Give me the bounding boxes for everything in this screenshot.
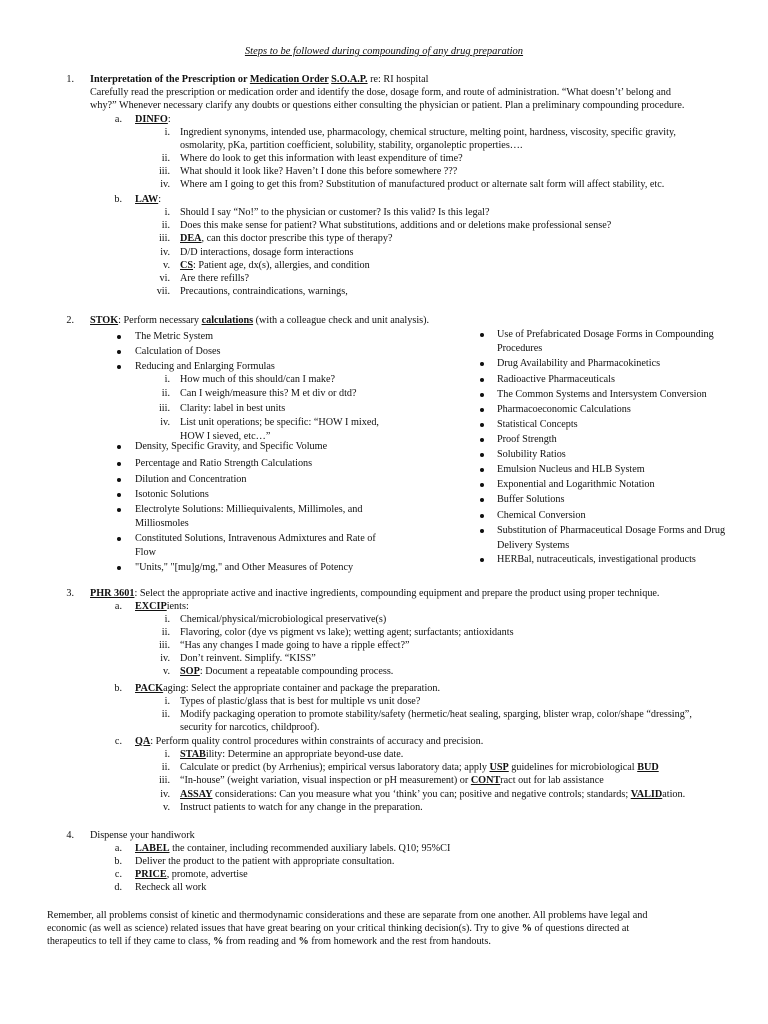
- heading-medication-order: Medication Order: [249, 74, 329, 85]
- section-1b-number: b.: [114, 194, 122, 205]
- bullet: [117, 566, 121, 570]
- list-number: vii.: [156, 286, 170, 298]
- bullet: [117, 478, 121, 482]
- bullet: [480, 362, 484, 366]
- list-letter: d.: [114, 882, 122, 893]
- item-text: , promote, advertise: [166, 869, 248, 880]
- item-text: Ingredient synonyms, intended use, pharmacology, chemical structure, melting point, hardness, viscosity, specific gravity,: [180, 127, 676, 138]
- list-item: [180, 788, 685, 801]
- item-text: Instruct patients to watch for any change in the preparation.: [180, 801, 423, 813]
- list-number: vi.: [159, 273, 170, 284]
- list-item: [180, 259, 370, 272]
- closing-text: therapeutics to tell if they came to class,: [47, 936, 214, 947]
- keyword: BUD: [637, 762, 659, 774]
- keyword: DEA: [180, 233, 202, 245]
- bullet: [117, 537, 121, 541]
- list-item: [135, 881, 206, 894]
- bullet-item: Emulsion Nucleus and HLB System: [497, 464, 645, 475]
- list-item: [180, 272, 249, 285]
- bullet: [117, 445, 121, 449]
- closing-text: economic (as well as science) related issues that have great bearing on your critical thinking decision(s). Try to give: [47, 923, 522, 934]
- list-number: ii.: [161, 220, 170, 232]
- list-item: [180, 695, 420, 708]
- qa-label: QA: [135, 736, 151, 747]
- closing-line-1: Remember, all problems consist of kinetic and thermodynamic considerations and these are separate from one another. All problems have legal and: [47, 910, 648, 921]
- list-number: iii.: [158, 775, 170, 787]
- bullet-item: Flow: [135, 547, 156, 558]
- bullet: [480, 514, 484, 518]
- bullet: [117, 493, 121, 497]
- list-letter: b.: [114, 856, 122, 867]
- bullet-item: Buffer Solutions: [497, 494, 565, 505]
- list-item: [180, 665, 393, 678]
- item-text: ation.: [662, 788, 686, 800]
- list-number: iii.: [158, 640, 170, 651]
- bullet-item: Proof Strength: [497, 434, 557, 445]
- bullet-item: The Metric System: [135, 331, 214, 342]
- list-item: [180, 761, 659, 774]
- item-text: Types of plastic/glass that is best for multiple vs unit dose?: [180, 696, 421, 707]
- section-1-body-line-2: why?” Whenever necessary clarify any doubts or questions either consulting the physician or patient. Plan a preliminary compounding procedure.: [90, 100, 685, 111]
- bullet-item: Percentage and Ratio Strength Calculations: [135, 458, 313, 469]
- heading-text: : Perform quality control procedures within constraints of accuracy and precision.: [150, 736, 484, 747]
- stok-label: STOK: [90, 315, 119, 326]
- bullet-item: "Units," "[mu]g/mg," and Other Measures of Potency: [135, 562, 354, 573]
- law-label: LAW: [135, 194, 159, 205]
- heading-text: : Perform necessary: [118, 315, 202, 326]
- item-text: List unit operations; be specific: “HOW I mixed,: [180, 416, 379, 428]
- list-letter: a.: [114, 843, 122, 854]
- section-1-body-line-1: Carefully read the prescription or medication order and identify the dose, dosage form, and route of administration. “What doesn’t’ belong and: [90, 87, 671, 98]
- section-1a-heading: [135, 113, 171, 126]
- list-number: v.: [163, 259, 170, 271]
- list-item: [180, 285, 348, 298]
- item-text: D/D interactions, dosage form interactions: [180, 246, 354, 258]
- list-number: ii.: [161, 627, 170, 638]
- list-letter: c.: [114, 869, 122, 880]
- list-item: [180, 416, 379, 429]
- bullet-item: Procedures: [497, 343, 543, 354]
- list-item: [135, 868, 248, 881]
- bullet-item: Density, Specific Gravity, and Specific Volume: [135, 441, 328, 452]
- colon: :: [167, 114, 171, 125]
- item-text: “Has any changes I made going to have a ripple effect?”: [180, 640, 410, 651]
- heading-text: : Select the appropriate active and inactive ingredients, compounding equipment and prepare the product using proper technique.: [134, 588, 660, 599]
- item-text: Clarity: label in best units: [180, 402, 286, 414]
- item-text: ility: Determine an appropriate beyond-use date.: [205, 749, 404, 760]
- list-item: [135, 842, 450, 855]
- item-text: Are there refills?: [180, 273, 250, 284]
- section-4-number: 4.: [66, 830, 74, 841]
- bullet: [480, 483, 484, 487]
- item-text: “In-house” (weight variation, visual inspection or pH measurement) or: [180, 775, 471, 787]
- section-2-heading: [90, 314, 429, 327]
- section-3b-heading: [135, 682, 440, 695]
- section-3c-number: c.: [114, 736, 122, 747]
- list-item: [180, 708, 692, 721]
- percent-blank: %: [298, 936, 309, 947]
- percent-blank: %: [521, 923, 532, 934]
- excip-label: EXCIP: [135, 601, 167, 612]
- closing-text: from homework and the rest from handouts.: [308, 936, 491, 947]
- item-text: Deliver the product to the patient with appropriate consultation.: [135, 856, 395, 867]
- heading-text: ients:: [166, 601, 189, 612]
- bullet-item: Substitution of Pharmaceutical Dosage Forms and Drug: [497, 525, 726, 536]
- section-4-heading: Dispense your handiwork: [90, 830, 195, 841]
- list-number: ii.: [161, 762, 170, 774]
- section-3a-heading: [135, 600, 189, 613]
- list-item: [180, 373, 335, 386]
- bullet-item: Pharmacoeconomic Calculations: [497, 404, 631, 415]
- closing-line-2: [47, 922, 629, 935]
- bullet: [480, 558, 484, 562]
- section-1b-heading: [135, 193, 161, 206]
- bullet-item: Isotonic Solutions: [135, 489, 209, 500]
- keyword: LABEL: [135, 843, 170, 854]
- bullet-item: Milliosmoles: [135, 518, 189, 529]
- keyword: CONT: [470, 775, 501, 787]
- item-text: ract out for lab assistance: [500, 775, 604, 787]
- list-item: [180, 639, 410, 652]
- closing-text: from reading and: [223, 936, 299, 947]
- bullet: [480, 378, 484, 382]
- list-number: v.: [163, 666, 170, 677]
- keyword: PRICE: [135, 869, 167, 880]
- list-item: [180, 246, 353, 259]
- bullet: [480, 498, 484, 502]
- bullet-item: HERBal, nutraceuticals, investigational products: [497, 554, 696, 565]
- bullet-item: Delivery Systems: [497, 540, 570, 551]
- section-1a-number: a.: [114, 114, 122, 125]
- list-item: [180, 801, 423, 814]
- list-item: [180, 139, 523, 152]
- bullet: [480, 453, 484, 457]
- list-number: iv.: [160, 416, 170, 428]
- list-number: ii.: [161, 153, 170, 164]
- list-item: [180, 721, 319, 734]
- list-number: iv.: [160, 653, 170, 664]
- list-item: [180, 165, 457, 178]
- bullet-item: Reducing and Enlarging Formulas: [135, 361, 275, 372]
- bullet: [480, 529, 484, 533]
- bullet: [480, 408, 484, 412]
- bullet: [117, 335, 121, 339]
- closing-text: of questions directed at: [531, 923, 630, 934]
- bullet: [480, 438, 484, 442]
- item-text: Where do look to get this information with least expenditure of time?: [180, 153, 463, 164]
- item-text: Recheck all work: [135, 882, 207, 893]
- item-text: Calculate or predict (by Arrhenius); empirical versus laboratory data; apply: [180, 762, 490, 774]
- keyword: CS: [180, 259, 194, 271]
- list-number: ii.: [161, 388, 170, 400]
- section-3b-number: b.: [114, 683, 122, 694]
- bullet: [480, 393, 484, 397]
- closing-line-3: [47, 935, 491, 948]
- list-number: i.: [164, 374, 170, 385]
- heading-text: (with a colleague check and unit analysis).: [253, 315, 430, 326]
- list-item: [180, 219, 611, 232]
- section-1-number: 1.: [66, 74, 74, 85]
- bullet-item: The Common Systems and Intersystem Conversion: [497, 389, 707, 400]
- item-text: Modify packaging operation to promote stability/safety (hermetic/heat sealing, sparging, blister wrap, color/shape “dressing”,: [180, 709, 692, 720]
- bullet: [480, 423, 484, 427]
- section-2-number: 2.: [66, 315, 74, 326]
- list-number: ii.: [161, 709, 170, 720]
- section-3c-heading: [135, 735, 483, 748]
- item-text: Flavoring, color (dye vs pigment vs lake); wetting agent; surfactants; antioxidants: [180, 627, 514, 638]
- bullet: [480, 468, 484, 472]
- item-text: Should I say “No!” to the physician or customer? Is this valid? Is this legal?: [180, 207, 490, 218]
- list-item: [180, 152, 463, 165]
- item-text: security for narcotics, childproof).: [180, 722, 320, 733]
- heading-soap: S.O.A.P.: [331, 74, 368, 85]
- bullet: [117, 365, 121, 369]
- bullet: [117, 462, 121, 466]
- list-number: iii.: [158, 233, 170, 245]
- list-item: [180, 178, 664, 191]
- heading-text: aging: Select the appropriate container and package the preparation.: [163, 683, 441, 694]
- list-item: [180, 613, 386, 626]
- list-number: iii.: [158, 402, 170, 414]
- percent-blank: %: [213, 936, 224, 947]
- list-item: [180, 206, 490, 219]
- dinfo-label: DINFO: [135, 114, 168, 125]
- bullet-item: Radioactive Pharmaceuticals: [497, 374, 615, 385]
- keyword: USP: [489, 762, 509, 774]
- section-1-heading: [90, 73, 428, 86]
- heading-text: Interpretation of the Prescription or: [90, 74, 250, 85]
- list-number: iv.: [160, 788, 170, 800]
- item-text: the container, including recommended auxiliary labels. Q10; 95%CI: [169, 843, 451, 854]
- keyword: VALID: [630, 788, 663, 800]
- bullet-item: Exponential and Logarithmic Notation: [497, 479, 655, 490]
- bullet: [480, 333, 484, 337]
- item-text: , can this doctor prescribe this type of therapy?: [201, 233, 393, 245]
- heading-hospital: re: RI hospital: [367, 74, 429, 85]
- list-number: iv.: [160, 179, 170, 190]
- bullet-item: Use of Prefabricated Dosage Forms in Compounding: [497, 329, 714, 340]
- list-number: v.: [163, 801, 170, 813]
- list-item: [180, 774, 604, 787]
- item-text: : Document a repeatable compounding process.: [199, 666, 394, 677]
- item-text: Where am I going to get this from? Substitution of manufactured product or alternate salt form will affect stability, etc.: [180, 179, 665, 190]
- bullet: [117, 350, 121, 354]
- item-text: Precautions, contraindications, warnings,: [180, 286, 348, 298]
- list-number: i.: [164, 127, 170, 138]
- bullet: [117, 508, 121, 512]
- item-text: Can I weigh/measure this? M et div or dtd?: [180, 388, 357, 400]
- list-item: [180, 652, 316, 665]
- list-item: [180, 626, 514, 639]
- section-3-heading: [90, 587, 659, 600]
- item-text: Does this make sense for patient? What substitutions, additions and or deletions make professional sense?: [180, 220, 612, 232]
- bullet-item: Dilution and Concentration: [135, 474, 247, 485]
- bullet-item: Constituted Solutions, Intravenous Admixtures and Rate of: [135, 533, 376, 544]
- list-number: iii.: [158, 166, 170, 177]
- item-text: osmolarity, pKa, partition coefficient, solubility, stability, organoleptic properties….: [180, 140, 523, 151]
- keyword: STAB: [180, 749, 206, 760]
- keyword: SOP: [180, 666, 200, 677]
- item-text: Don’t reinvent. Simplify. “KISS”: [180, 653, 316, 664]
- pack-label: PACK: [135, 683, 164, 694]
- bullet-item: Drug Availability and Pharmacokinetics: [497, 358, 661, 369]
- list-item: [180, 126, 676, 139]
- item-text: guidelines for microbiological: [508, 762, 638, 774]
- phr-3601-label: PHR 3601: [90, 588, 135, 599]
- list-item: [135, 855, 394, 868]
- list-number: i.: [164, 749, 170, 760]
- section-3a-number: a.: [114, 601, 122, 612]
- calculations-label: calculations: [201, 315, 254, 326]
- colon: :: [158, 194, 162, 205]
- document-title: Steps to be followed during compounding of any drug preparation: [244, 46, 524, 57]
- list-item: [180, 232, 392, 245]
- list-item: [180, 387, 357, 400]
- list-number: iv.: [160, 246, 170, 258]
- list-number: i.: [164, 207, 170, 218]
- bullet-item: Chemical Conversion: [497, 510, 586, 521]
- item-text: Chemical/physical/microbiological preservative(s): [180, 614, 387, 625]
- bullet-item: Statistical Concepts: [497, 419, 578, 430]
- bullet-item: Calculation of Doses: [135, 346, 221, 357]
- bullet-item: Electrolyte Solutions: Milliequivalents, Millimoles, and: [135, 504, 363, 515]
- item-text: considerations: Can you measure what you ‘think’ you can; positive and negative controls; standards;: [212, 788, 631, 800]
- list-item: [180, 748, 403, 761]
- item-text: How much of this should/can I make?: [180, 374, 336, 385]
- item-text: What should it look like? Haven’t I done this before somewhere ???: [180, 166, 458, 177]
- item-text: : Patient age, dx(s), allergies, and condition: [193, 259, 370, 271]
- item-text: HOW I sieved, etc…”: [180, 431, 271, 443]
- list-number: i.: [164, 696, 170, 707]
- section-3-number: 3.: [66, 588, 74, 599]
- list-item: [180, 402, 285, 415]
- bullet-item: Solubility Ratios: [497, 449, 566, 460]
- list-number: i.: [164, 614, 170, 625]
- keyword: ASSAY: [180, 788, 213, 800]
